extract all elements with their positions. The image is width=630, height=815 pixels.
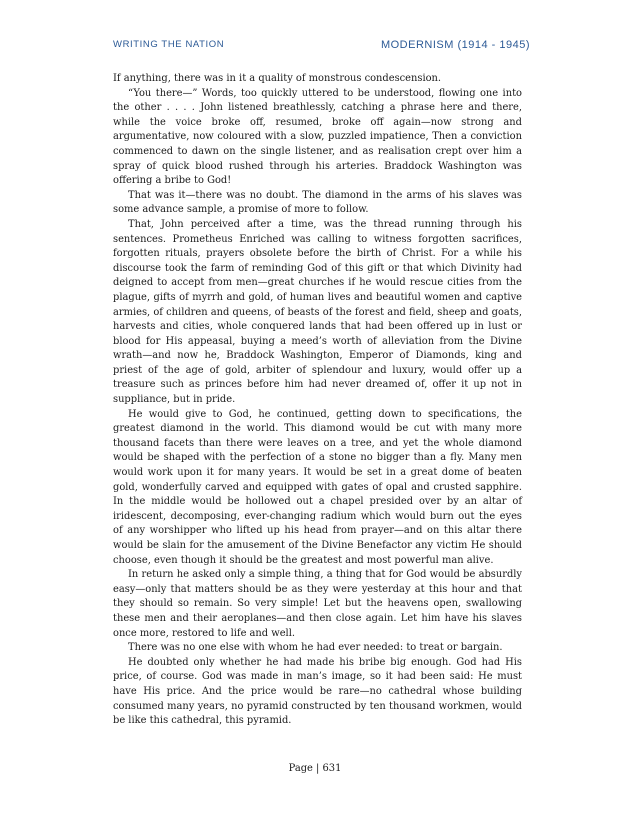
- paragraph: There was no one else with whom he had ever needed: to treat or bargain.: [128, 642, 503, 654]
- page-number: Page | 631: [288, 763, 342, 774]
- paragraph: He would give to God, he continued, getting down to specifications, the greatest diamond in the world. This diamond would be cut with many more thousand facets than there were leaves on a tree, and yet the whole diamond would be shaped with the perfection of a stone no bigger than a fly. Many men would work upon it for many years. It would be set in a great dome of beaten gold, wonderfully carved and equipped with gates of opal and crusted sapphire. In the middle would be hollowed out a chapel presided over by an altar of iridescent, decomposing, ever-changing radium which would burn out the eyes of any worshipper who lifted up his head from prayer—and on this altar there would be slain for the amusement of the Divine Benefactor any victim He should choose, even though it should be the greatest and most powerful man alive.: [113, 408, 522, 566]
- paragraph: If anything, there was in it a quality of monstrous condescension.: [113, 73, 442, 84]
- paragraph: He doubted only whether he had made his bribe big enough. God had His price, of course. God was made in man’s image, so it had been said: He must have His price. And the price would be rare—no cathedral whose building consumed many years, no pyramid constructed by ten thousand workmen, would be like this cathedral, this pyramid.: [113, 656, 522, 727]
- paragraph: That, John perceived after a time, was the thread running through his sentences. Prometheus Enriched was calling to witness forgotten sacrifices, forgotten rituals, prayers obsolete before the birth of Christ. For a while his discourse took the farm of reminding God of this gift or that which Divinity had deigned to accept from men—great churches if he would rescue cities from the plague, gifts of myrrh and gold, of human lives and beautiful women and captive armies, of children and queens, of beasts of the forest and field, sheep and goats, harvests and cities, whole conquered lands that had been offered up in lust or blood for His appeasal, buying a meed’s worth of alleviation from the Divine wrath—and now he, Braddock Washington, Emperor of Diamonds, king and priest of the age of gold, arbiter of splendour and luxury, would offer up a treasure such as princes before him had never dreamed of, offer it up not in suppliance, but in pride.: [113, 218, 522, 406]
- body-text: [113, 72, 522, 729]
- paragraph: In return he asked only a simple thing, a thing that for God would be absurdly easy—only that matters should be as they were yesterday at this hour and that they should so remain. So very simple! Let but the heavens open, swallowing these men and their aeroplanes—and then close again. Let him have his slaves once more, restored to life and well.: [113, 569, 522, 639]
- paragraph: “You there—” Words, too quickly uttered to be understood, flowing one into the other . . . . John listened breathlessly, catching a phrase here and there, while the voice broke off, resumed, broke off again—now strong and argumentative, now coloured with a slow, puzzled impatience, Then a conviction commenced to dawn on the single listener, and as realisation crept over him a spray of quick blood rushed through his arteries. Braddock Washington was offering a bribe to God!: [113, 87, 522, 187]
- running-header: [113, 39, 530, 51]
- page-footer: [0, 763, 630, 774]
- paragraph: That was it—there was no doubt. The diamond in the arms of his slaves was some advance sample, a promise of more to follow.: [113, 189, 522, 216]
- header-section-title: MODERNISM (1914 - 1945): [380, 39, 530, 51]
- header-book-title: WRITING THE NATION: [113, 39, 225, 50]
